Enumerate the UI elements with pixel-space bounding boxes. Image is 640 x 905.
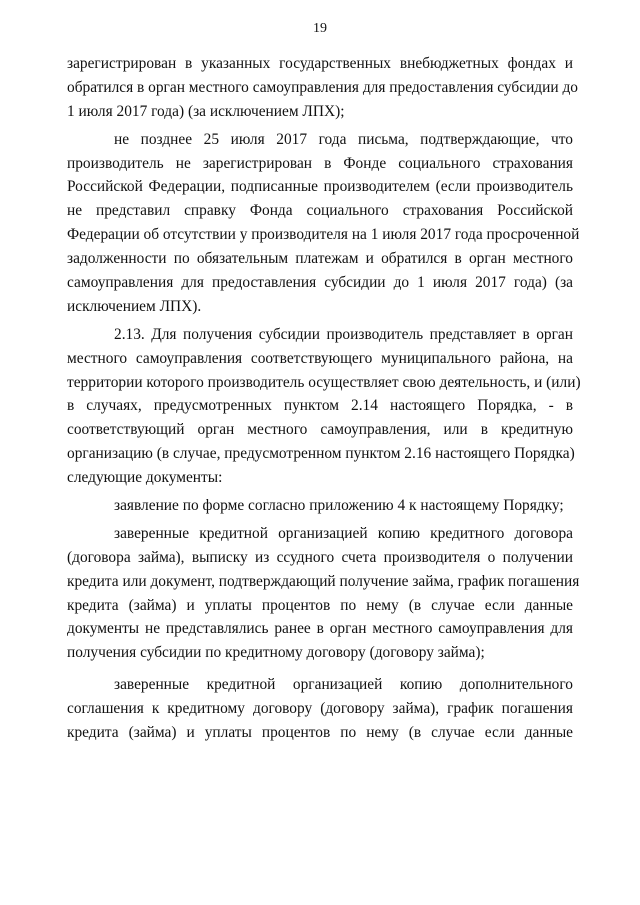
text-line: кредита (займа) и уплаты процентов по нему (в случае если данные bbox=[67, 724, 573, 742]
text-line: (договора займа), выписку из ссудного счета производителя о получении bbox=[67, 548, 573, 566]
text-line: соответствующий орган местного самоуправления, или в кредитную bbox=[67, 421, 573, 439]
text-line: организацию (в случае, предусмотренном пунктом 2.16 настоящего Порядка) bbox=[67, 445, 575, 463]
text-line: местного самоуправления соответствующего муниципального района, на bbox=[67, 349, 573, 367]
text-line: в случаях, предусмотренных пунктом 2.14 настоящего Порядка, - в bbox=[67, 397, 573, 415]
text-line: кредита (займа) и уплаты процентов по нему (в случае если данные bbox=[67, 596, 573, 614]
text-line: не позднее 25 июля 2017 года письма, подтверждающие, что bbox=[114, 130, 573, 148]
text-line: заявление по форме согласно приложению 4 к настоящему Порядку; bbox=[114, 497, 564, 515]
text-line: 1 июля 2017 года) (за исключением ЛПХ); bbox=[67, 102, 345, 120]
text-line: задолженности по обязательным платежам и обратился в орган местного bbox=[67, 250, 573, 268]
paragraph bbox=[67, 52, 578, 124]
text-line: территории которого производитель осуществляет свою деятельность, и (или) bbox=[67, 373, 581, 391]
text-line: обратился в орган местного самоуправления для предоставления субсидии до bbox=[67, 78, 578, 96]
text-line: Федерации об отсутствии у производителя на 1 июля 2017 года просроченной bbox=[67, 226, 580, 244]
text-line: следующие документы: bbox=[67, 469, 223, 487]
document-body bbox=[67, 52, 581, 745]
text-line: самоуправления для предоставления субсидии до 1 июля 2017 года) (за bbox=[67, 274, 573, 292]
page-number: 19 bbox=[313, 21, 327, 36]
text-line: Российской Федерации, подписанные производителем (если производитель bbox=[67, 178, 573, 196]
text-line: исключением ЛПХ). bbox=[67, 297, 202, 315]
paragraph bbox=[67, 494, 573, 518]
paragraph bbox=[67, 323, 581, 490]
text-line: соглашения к кредитному договору (договору займа), график погашения bbox=[67, 700, 573, 718]
text-line: кредита или документ, подтверждающий получение займа, график погашения bbox=[67, 572, 580, 590]
text-line: заверенные кредитной организацией копию дополнительного bbox=[114, 676, 573, 694]
paragraph bbox=[67, 673, 573, 745]
text-line: получения субсидии по кредитному договору (договору займа); bbox=[67, 644, 485, 662]
text-line: производитель не зарегистрирован в Фонде социального страхования bbox=[67, 154, 573, 172]
paragraph bbox=[67, 522, 580, 665]
text-line: не представил справку Фонда социального страхования Российской bbox=[67, 202, 573, 220]
paragraph bbox=[67, 128, 580, 319]
text-line: документы не представлялись ранее в орган местного самоуправления для bbox=[67, 620, 573, 638]
text-line: заверенные кредитной организацией копию кредитного договора bbox=[114, 524, 573, 542]
text-line: 2.13. Для получения субсидии производитель представляет в орган bbox=[114, 325, 573, 343]
text-line: зарегистрирован в указанных государственных внебюджетных фондах и bbox=[67, 55, 573, 72]
